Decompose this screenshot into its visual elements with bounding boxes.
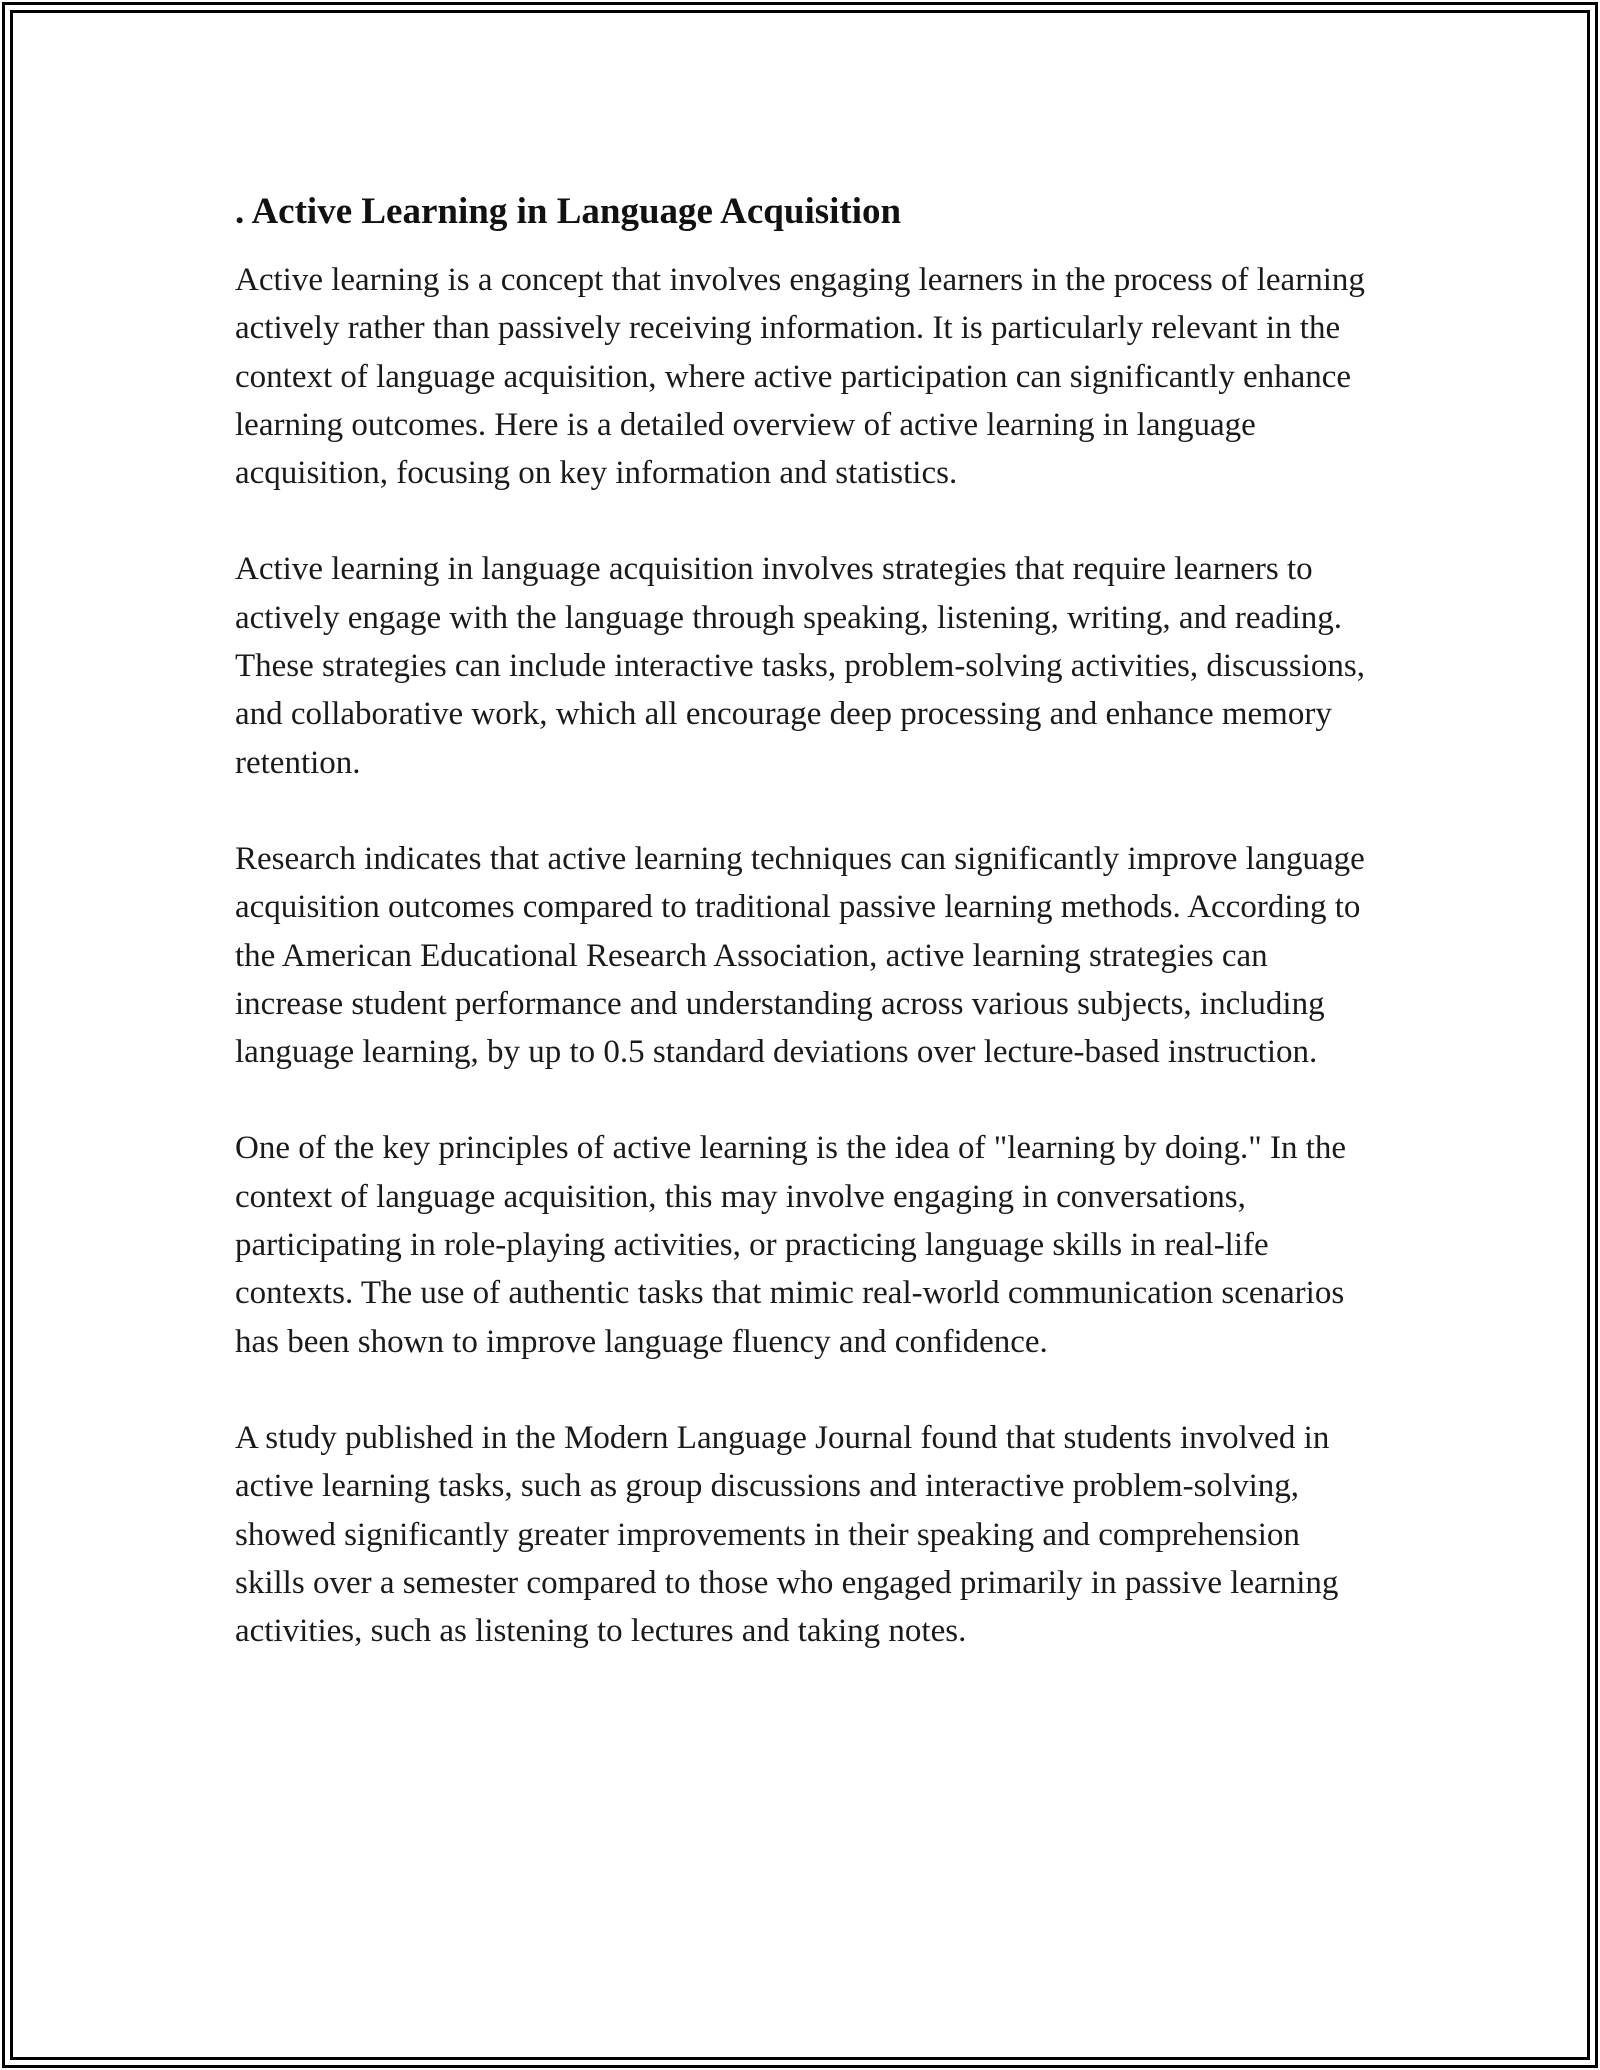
paragraph-strategies: Active learning in language acquisition involves strategies that require learners to actively engage with the language through speaking, listening, writing, and reading. These strategies can include interactive tasks, problem-solving activities, discussions, and collaborative work, which all encourage deep processing and enhance memory retention. xyxy=(235,551,1365,781)
paragraph-intro: Active learning is a concept that involves engaging learners in the process of learning actively rather than passively receiving information. It is particularly relevant in the context of language acquisition, where active participation can significantly enhance learning outcomes. Here is a detailed overview of active learning in language acquisition, focusing on key information and statistics. xyxy=(235,262,1365,492)
paragraph-research: Research indicates that active learning techniques can significantly improve language acquisition outcomes compared to traditional passive learning methods. According to the American Educational Research Association, active learning strategies can increase student performance and understanding across various subjects, including language learning, by up to 0.5 standard deviations over lecture-based instruction. xyxy=(235,840,1365,1071)
document-body xyxy=(235,186,1370,1655)
paragraph-learning-by-doing: One of the key principles of active learning is the idea of "learning by doing." In the context of language acquisition, this may involve engaging in conversations, participating in role-playing activities, or practicing language skills in real-life contexts. The use of authentic tasks that mimic real-world communication scenarios has been shown to improve language fluency and confidence. xyxy=(235,1130,1347,1360)
paragraph-study: A study published in the Modern Language Journal found that students involved in active learning tasks, such as group discussions and interactive problem-solving, showed significantly greater improvements in their speaking and comprehension skills over a semester compared to those who engaged primarily in passive learning activities, such as listening to lectures and taking notes. xyxy=(235,1419,1339,1650)
document-title: . Active Learning in Language Acquisition xyxy=(235,191,902,232)
